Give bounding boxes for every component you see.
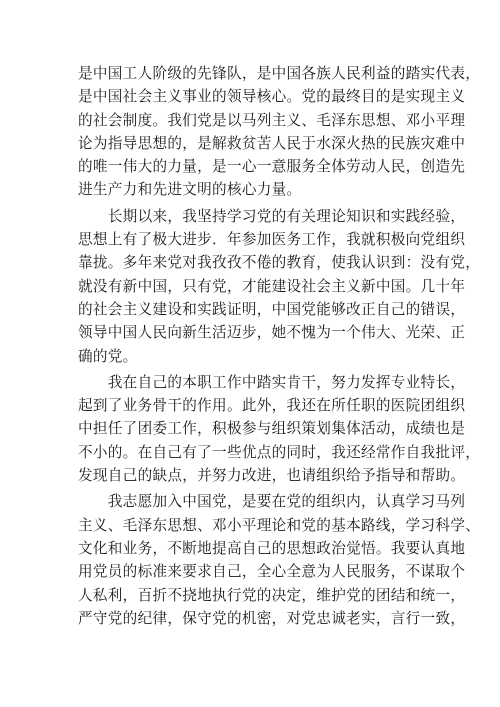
- text-line: 用党员的标准来要求自己，全心全意为人民服务，不谋取个: [78, 563, 466, 581]
- text-line: 思想上有了极大进步．年参加医务工作，我就积极向党组织: [78, 231, 466, 249]
- text-line: 论为指导思想的，是解救贫苦人民于水深火热的民族灾难中: [78, 134, 466, 152]
- text-line: 的社会制度。我们党是以马列主义、毛泽东思想、邓小平理: [78, 111, 466, 129]
- text-line: 主义、毛泽东思想、邓小平理论和党的基本路线，学习科学、: [78, 516, 481, 534]
- text-line: 是中国社会主义事业的领导核心。党的最终目的是实现主义: [78, 88, 466, 106]
- text-line: 不小的。在自己有了一些优点的同时，我还经常作自我批评，: [78, 443, 481, 461]
- text-line: 我志愿加入中国党，是要在党的组织内，认真学习马列: [78, 493, 466, 511]
- text-line: 长期以来，我坚持学习党的有关理论知识和实践经验，: [78, 207, 466, 225]
- text-line: 我在自己的本职工作中踏实肯干，努力发挥专业特长，: [78, 373, 466, 391]
- paragraph-4: [78, 490, 481, 630]
- text-line: 人私利，百折不挠地执行党的决定，维护党的团结和统一，: [78, 586, 466, 604]
- text-line: 靠拢。多年来党对我孜孜不倦的教育，使我认识到：没有党，: [78, 254, 481, 272]
- paragraph-1: [78, 62, 481, 202]
- body-text: [78, 62, 481, 630]
- paragraph-2: [78, 205, 481, 368]
- text-line: 就没有新中国，只有党，才能建设社会主义新中国。几十年: [78, 277, 466, 295]
- text-line: 中担任了团委工作，积极参与组织策划集体活动，成绩也是: [78, 420, 466, 438]
- text-line: 起到了业务骨干的作用。此外，我还在所任职的医院团组织: [78, 397, 466, 415]
- text-line: 的唯一伟大的力量，是一心一意服务全体劳动人民，创造先: [78, 158, 466, 176]
- text-line: 确的党。: [78, 347, 138, 365]
- paragraph-3: [78, 371, 481, 487]
- text-line: 发现自己的缺点，并努力改进，也请组织给予指导和帮助。: [78, 467, 466, 485]
- text-line: 进生产力和先进文明的核心力量。: [78, 181, 302, 199]
- text-line: 领导中国人民向新生活迈步，她不愧为一个伟大、光荣、正: [78, 324, 466, 342]
- text-line: 是中国工人阶级的先锋队，是中国各族人民利益的踏实代表，: [78, 65, 481, 82]
- text-line: 严守党的纪律，保守党的机密，对党忠诚老实，言行一致，: [78, 609, 466, 627]
- text-line: 的社会主义建设和实践证明，中国党能够改正自己的错误，: [78, 300, 466, 318]
- text-line: 文化和业务，不断地提高自己的思想政治觉悟。我要认真地: [78, 539, 466, 557]
